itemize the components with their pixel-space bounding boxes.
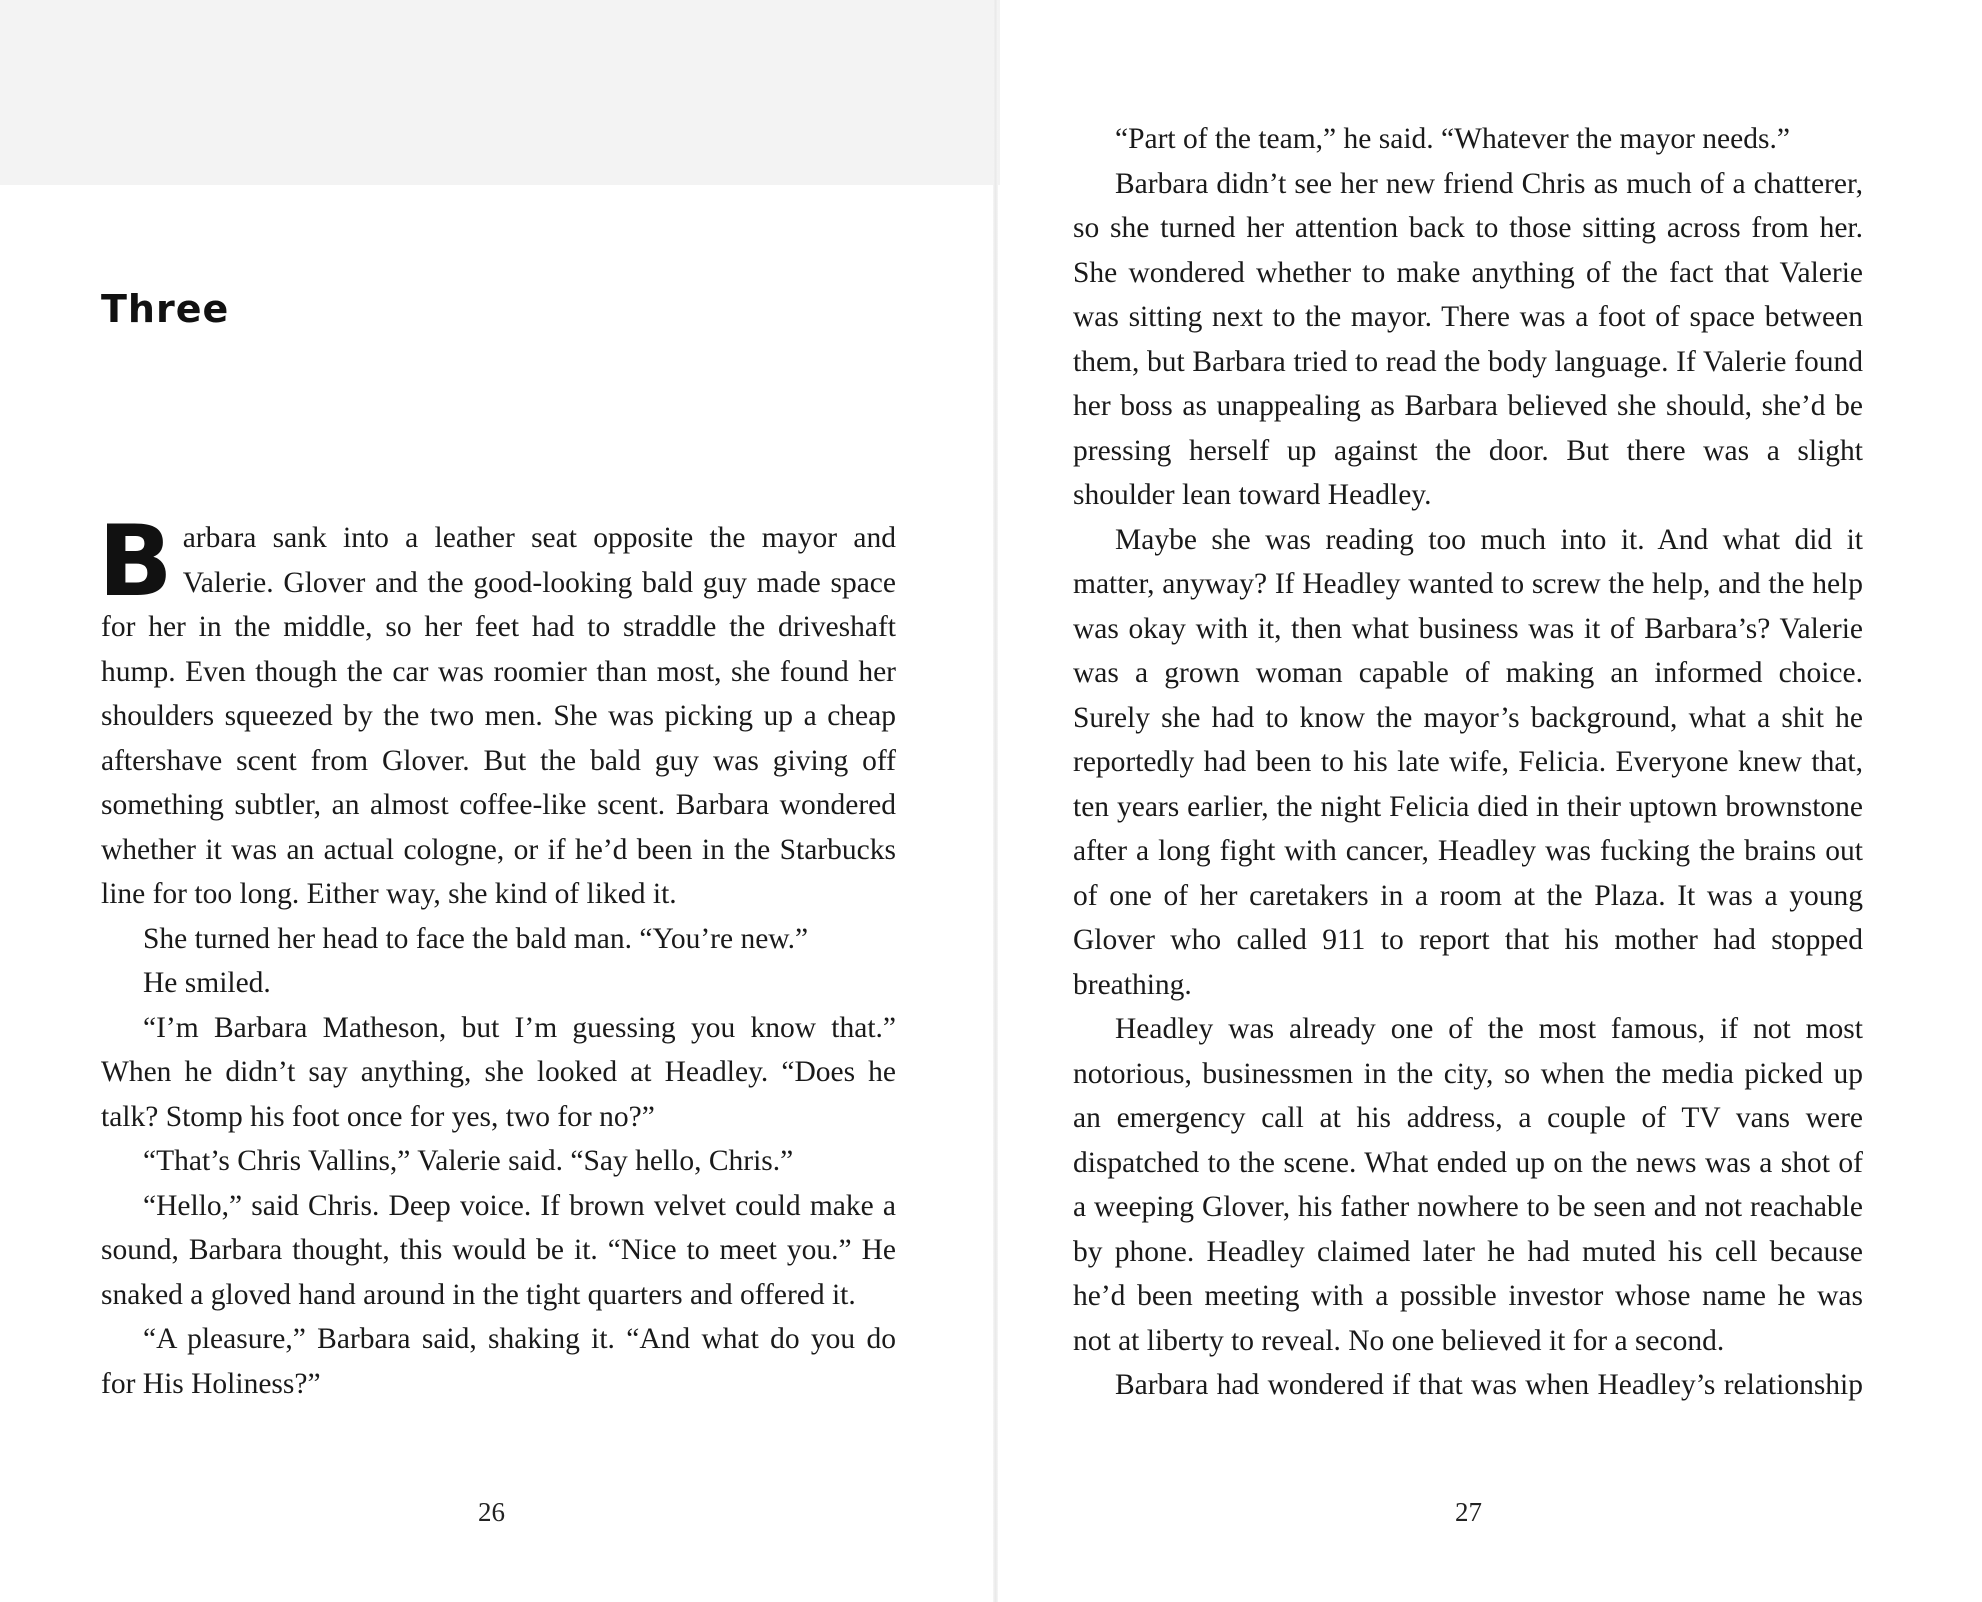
right-page bbox=[1000, 0, 1982, 1602]
paragraph: “A pleasure,” Barbara said, shaking it. “And what do you do for His Holiness?” bbox=[101, 1323, 896, 1400]
paragraph: She turned her head to face the bald man. “You’re new.” bbox=[143, 922, 809, 955]
paragraph: “I’m Barbara Matheson, but I’m guessing you know that.” When he didn’t say anything, she looked at Headley. “Does he talk? Stomp his foot once for yes, two for no?” bbox=[101, 1011, 896, 1133]
paragraph: Barbara had wondered if that was when Headley’s relationship bbox=[1115, 1369, 1863, 1401]
chapter-title: Three bbox=[101, 287, 230, 331]
right-page-body bbox=[1073, 117, 1863, 1408]
paragraph: Headley was already one of the most famous, if not most notorious, businessmen in the city, so when the media picked up an emergency call at his address, a couple of TV vans were dispatched to the scene. What ended up on the news was a shot of a weeping Glover, his father nowhere to be seen and not reachable by phone. Headley claimed later he had muted his cell because he’d been meeting with a possible investor whose name he was not at liberty to reveal. No one believed it for a second. bbox=[1073, 1013, 1863, 1357]
page-number: 27 bbox=[1455, 1497, 1482, 1527]
left-page-body bbox=[98, 505, 896, 1406]
paragraph: “Hello,” said Chris. Deep voice. If brown velvet could make a sound, Barbara thought, this would be it. “Nice to meet you.” He snaked a gloved hand around in the tight quarters and offered it. bbox=[101, 1189, 896, 1311]
paragraph: He smiled. bbox=[143, 967, 271, 999]
paragraph: Barbara didn’t see her new friend Chris as much of a chatterer, so she turned her attention back to those sitting across from her. She wondered whether to make anything of the fact that Valerie was sitting next to the mayor. There was a foot of space between them, but Barbara tried to read the body language. If Valerie found her boss as unappealing as Barbara believed she should, she’d be pressing herself up against the door. But there was a slight shoulder lean toward Headley. bbox=[1073, 167, 1863, 511]
page-number: 26 bbox=[478, 1497, 505, 1527]
drop-cap: B bbox=[98, 505, 173, 619]
book-gutter bbox=[993, 0, 998, 1602]
paragraph: “That’s Chris Vallins,” Valerie said. “Say hello, Chris.” bbox=[143, 1145, 794, 1177]
paragraph: Maybe she was reading too much into it. And what did it matter, anyway? If Headley wanted to screw the help, and the help was okay with it, then what business was it of Barbara’s? Valerie was a grown woman capable of making an informed choice. Surely she had to know the mayor’s background, what a shit he reportedly had been to his late wife, Felicia. Everyone knew that, ten years earlier, the night Felicia died in their uptown brownstone after a long fight with cancer, Headley was fucking the brains out of one of her caretakers in a room at the Plaza. It was a young Glover who called 911 to report that his mother had stopped breathing. bbox=[1073, 523, 1863, 1001]
opening-paragraph bbox=[98, 505, 896, 917]
opening-paragraph-text: arbara sank into a leather seat opposite the mayor and Valerie. Glover and the good-looking bald guy made space for her in the middle, so her feet had to straddle the driveshaft hump. Even though the car was roomier than most, she found her shoulders squeezed by the two men. She was picking up a cheap aftershave scent from Glover. But the bald guy was giving off something subtler, an almost coffee-like scent. Barbara wondered whether it was an actual cologne, or if he’d been in the Starbucks line for too long. Either way, she kind of liked it. bbox=[101, 522, 896, 910]
scan-shadow bbox=[0, 0, 1000, 185]
paragraph: “Part of the team,” he said. “Whatever the mayor needs.” bbox=[1115, 123, 1790, 155]
